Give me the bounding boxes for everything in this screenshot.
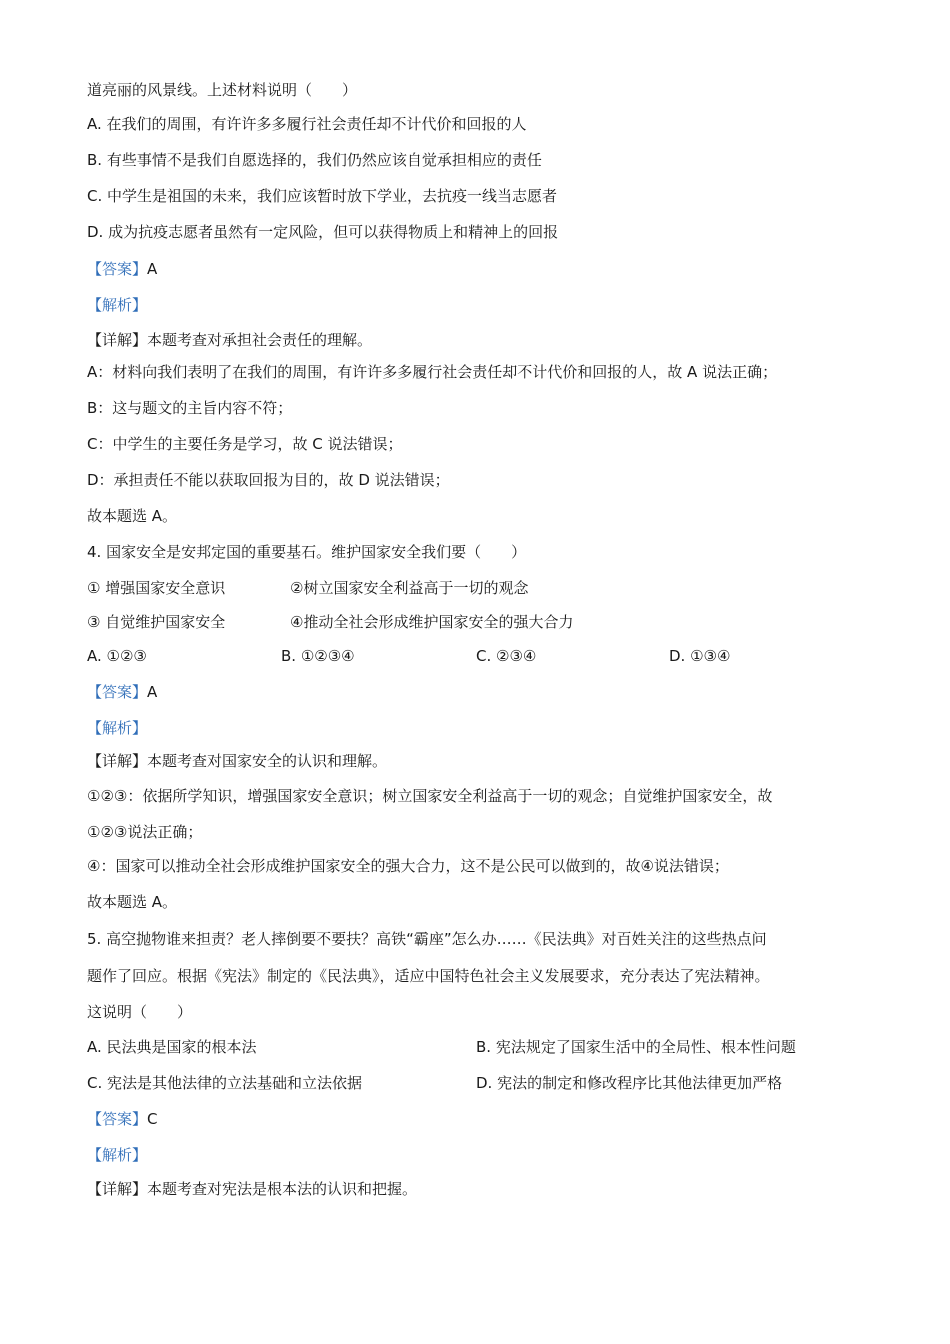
q3-explanation: B：这与题文的主旨内容不符； <box>87 399 293 417</box>
q4-stem: 4. 国家安全是安邦定国的重要基石。维护国家安全我们要（ ） <box>87 543 527 561</box>
q5-stem-line: 这说明（ ） <box>87 1003 193 1021</box>
q4-option-b: B. ①②③④ <box>281 647 355 665</box>
q5-answer <box>87 1109 158 1129</box>
q4-item-1: ① 增强国家安全意识 <box>87 579 226 597</box>
q5-stem-line: 5. 高空抛物谁来担责？老人摔倒要不要扶？高铁“霸座”怎么办……《民法典》对百姓关注的这些热点问 <box>87 930 767 948</box>
q4-answer <box>87 682 157 702</box>
q4-option-a: A. ①②③ <box>87 647 147 665</box>
q3-answer <box>87 259 157 279</box>
q5-stem-line: 题作了回应。根据《宪法》制定的《民法典》，适应中国特色社会主义发展要求，充分表达了宪法精神。 <box>87 967 770 985</box>
q3-explanation: C：中学生的主要任务是学习，故 C 说法错误； <box>87 435 403 453</box>
detail-tag: 【详解】 <box>87 752 148 770</box>
q5-analysis-tag: 【解析】 <box>87 1146 148 1164</box>
q3-option-a: A. 在我们的周围，有许许多多履行社会责任却不计代价和回报的人 <box>87 115 527 133</box>
answer-tag: 【答案】 <box>87 683 148 701</box>
q3-option-b: B. 有些事情不是我们自愿选择的，我们仍然应该自觉承担相应的责任 <box>87 151 542 169</box>
q4-detail <box>87 751 387 771</box>
q4-item-2: ②树立国家安全利益高于一切的观念 <box>290 579 529 597</box>
detail-tag: 【详解】 <box>87 331 148 349</box>
q4-option-c: C. ②③④ <box>476 647 537 665</box>
q4-conclusion: 故本题选 A。 <box>87 893 178 911</box>
q4-option-d: D. ①③④ <box>669 647 731 665</box>
q4-analysis-tag: 【解析】 <box>87 719 148 737</box>
q3-explanation: A：材料向我们表明了在我们的周围，有许许多多履行社会责任却不计代价和回报的人，故 A 说法正确； <box>87 363 778 381</box>
answer-tag: 【答案】 <box>87 260 148 278</box>
q3-stem-tail: 道亮丽的风景线。上述材料说明（ ） <box>87 81 358 99</box>
q4-explanation: ①②③说法正确； <box>87 823 203 841</box>
q4-explanation: ①②③：依据所学知识，增强国家安全意识；树立国家安全利益高于一切的观念；自觉维护国家安全，故 <box>87 787 773 805</box>
q4-item-3: ③ 自觉维护国家安全 <box>87 613 226 631</box>
q3-detail <box>87 330 372 350</box>
detail-text: 本题考查对承担社会责任的理解。 <box>147 331 373 349</box>
q3-option-d: D. 成为抗疫志愿者虽然有一定风险，但可以获得物质上和精神上的回报 <box>87 223 559 241</box>
q5-option-b: B. 宪法规定了国家生活中的全局性、根本性问题 <box>476 1038 796 1056</box>
answer-value: A <box>147 683 158 701</box>
q5-detail <box>87 1179 417 1199</box>
q4-explanation: ④：国家可以推动全社会形成维护国家安全的强大合力，这不是公民可以做到的，故④说法错误； <box>87 857 729 875</box>
q4-item-4: ④推动全社会形成维护国家安全的强大合力 <box>290 613 574 631</box>
detail-tag: 【详解】 <box>87 1180 148 1198</box>
q5-option-d: D. 宪法的制定和修改程序比其他法律更加严格 <box>476 1074 783 1092</box>
q3-conclusion: 故本题选 A。 <box>87 507 178 525</box>
q3-explanation: D：承担责任不能以获取回报为目的，故 D 说法错误； <box>87 471 450 489</box>
answer-value: C <box>147 1110 158 1128</box>
q3-analysis-tag: 【解析】 <box>87 296 148 314</box>
detail-text: 本题考查对国家安全的认识和理解。 <box>147 752 388 770</box>
answer-value: A <box>147 260 158 278</box>
detail-text: 本题考查对宪法是根本法的认识和把握。 <box>147 1180 418 1198</box>
answer-tag: 【答案】 <box>87 1110 148 1128</box>
q3-option-c: C. 中学生是祖国的未来，我们应该暂时放下学业，去抗疫一线当志愿者 <box>87 187 558 205</box>
q5-option-c: C. 宪法是其他法律的立法基础和立法依据 <box>87 1074 363 1092</box>
q5-option-a: A. 民法典是国家的根本法 <box>87 1038 257 1056</box>
